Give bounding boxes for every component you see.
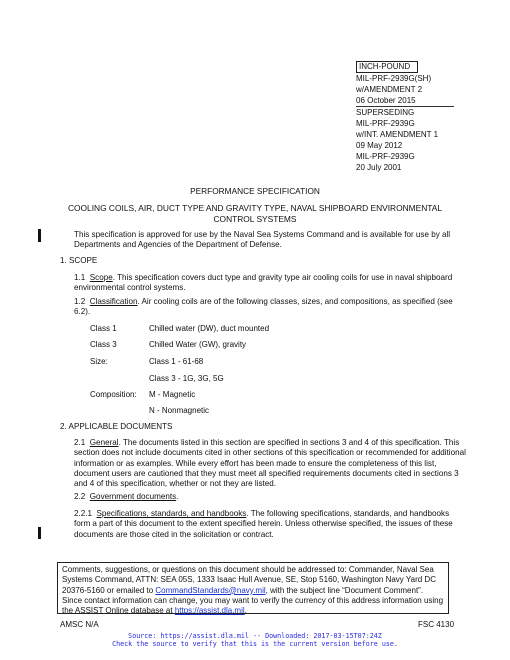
para-number: 2.2 (74, 492, 86, 501)
para-number: 1.2 (74, 297, 86, 306)
superseded-date-1: 09 May 2012 (356, 141, 403, 150)
size-key: Size: (90, 357, 108, 366)
assist-url-link[interactable]: https://assist.dla.mil (174, 606, 245, 616)
paragraph-1-1 (60, 273, 466, 294)
revision-bar (38, 229, 41, 242)
source-line-2: Check the source to verify that this is the current version before use. (112, 640, 398, 648)
source-line-1: Source: https://assist.dla.mil -- Downloaded: 2017-03-15T07:24Z (128, 632, 382, 640)
class-value: Chilled water (DW), duct mounted (149, 324, 270, 333)
email-link[interactable]: CommandStandards@navy.mil (155, 585, 266, 595)
section-2-heading: 2. APPLICABLE DOCUMENTS (60, 422, 173, 431)
para-title: General (89, 438, 119, 447)
class-key: Class 1 (90, 324, 117, 333)
class-key: Class 3 (90, 340, 117, 349)
superseding-label: SUPERSEDING (356, 108, 415, 117)
amendment-date: 06 October 2015 (356, 95, 454, 107)
paragraph-1-2 (60, 297, 466, 318)
para-title: Scope (89, 273, 113, 282)
document-header-block (356, 61, 456, 173)
size-row-2 (90, 374, 224, 384)
inch-pound-box: INCH-POUND (356, 61, 418, 73)
size-value-1: Class 1 - 61-68 (149, 357, 204, 366)
document-title-line-1: COOLING COILS, AIR, DUCT TYPE AND GRAVITY TYPE, NAVAL SHIPBOARD ENVIRONMENTAL (67, 203, 442, 213)
comments-notice-box (57, 562, 449, 614)
notice-text-3: . (244, 606, 247, 616)
para-title: Specifications, standards, and handbooks (96, 509, 247, 518)
para-number: 1.1 (74, 273, 86, 282)
document-title-line-2: CONTROL SYSTEMS (213, 213, 297, 224)
para-title: Classification (89, 297, 138, 306)
class-1-row (90, 324, 269, 334)
notice-text-1: Comments, suggestions, or questions on this document should be addressed to: Commander, Naval Sea Systems Command, ATTN: SEA 05S, 1333 Isaac Hull Avenue, SE, Stop 5160, Washington Navy Yard DC 20376-5160 or emailed to (62, 565, 436, 595)
paragraph-2-2-1 (60, 509, 466, 540)
para-text: . (176, 492, 179, 501)
superseded-date-2: 20 July 2001 (356, 163, 402, 172)
superseded-amendment: w/INT. AMENDMENT 1 (356, 130, 439, 139)
composition-value-1: M - Magnetic (149, 390, 196, 399)
amsc-label: AMSC N/A (60, 620, 99, 629)
revision-bar (38, 527, 41, 539)
composition-row (90, 390, 195, 400)
composition-value-2: N - Nonmagnetic (149, 406, 210, 415)
para-title: Government documents (89, 492, 177, 501)
approval-statement: This specification is approved for use by the Naval Sea Systems Command and is available for use by all Departments and Agencies of the Department of Defense. (74, 230, 451, 250)
class-value: Chilled Water (GW), gravity (149, 340, 247, 349)
superseded-doc-1: MIL-PRF-2939G (356, 119, 415, 128)
section-1-heading: 1. SCOPE (60, 256, 98, 265)
para-text: . Air cooling coils are of the following classes, sizes, and compositions, as specified (see 6.2). (74, 297, 453, 317)
composition-row-2 (90, 406, 209, 416)
superseded-doc-2: MIL-PRF-2939G (356, 152, 415, 161)
size-row (90, 357, 203, 367)
doc-id: MIL-PRF-2939G(SH) (356, 74, 432, 83)
size-value-2: Class 3 - 1G, 3G, 5G (149, 374, 224, 383)
paragraph-2-1 (60, 438, 466, 490)
para-text: . The following specifications, standards, and handbooks form a part of this document to the extent specified herein. Unless otherwise specified, the issues of these documents are those cited in the solicitation or contract. (74, 509, 453, 539)
paragraph-2-2 (60, 492, 466, 502)
para-text: . This specification covers duct type and gravity type air cooling coils for use in naval shipboard environmental control systems. (74, 273, 453, 293)
notice-text-2: , with the subject line “Document Comment”. Since contact information can change, you may want to verify the currency of this address information using the ASSIST Online database at (62, 585, 444, 616)
fsc-label: FSC 4130 (418, 620, 455, 629)
document-title (60, 203, 450, 224)
para-number: 2.2.1 (74, 509, 93, 518)
spec-type-title: PERFORMANCE SPECIFICATION (190, 186, 320, 196)
amendment: w/AMENDMENT 2 (356, 85, 423, 94)
class-3-row (90, 340, 246, 350)
para-text: . The documents listed in this section are specified in sections 3 and 4 of this specification. This section does not include documents cited in other sections of this specification or recommended for additional information or as examples. While every effort has been made to ensure the completeness of this list, document users are cautioned that they must meet all specified requirements documents cited in sections 3 and 4 of this specification, whether or not they are listed. (74, 438, 466, 489)
composition-key: Composition: (90, 390, 137, 399)
para-number: 2.1 (74, 438, 86, 447)
